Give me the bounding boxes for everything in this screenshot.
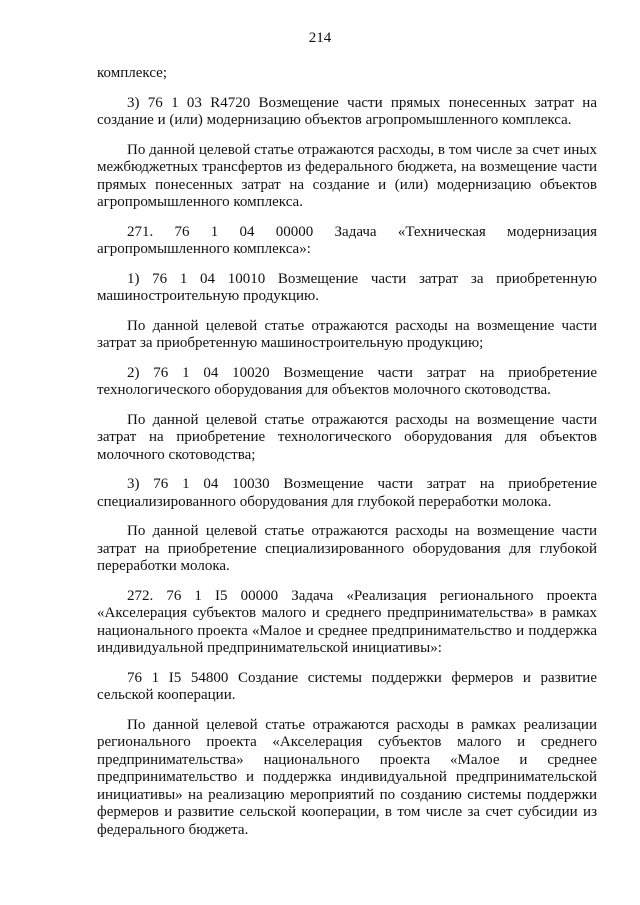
paragraph-item-3-10030: 3) 76 1 04 10030 Возмещение части затрат на приобретение специализированного оборудования для глубокой переработки молока. xyxy=(97,476,597,510)
paragraph-description-10030: По данной целевой статье отражаются расходы на возмещение части затрат на приобретение специализированного оборудования для глубокой переработки молока. xyxy=(97,523,597,574)
paragraph-description-r4720: По данной целевой статье отражаются расходы, в том числе за счет иных межбюджетных трансфертов из федерального бюджета, на возмещение части прямых понесенных затрат на создание и (или) модернизацию объектов агропромышленного комплекса. xyxy=(97,141,597,210)
document-body xyxy=(97,65,597,851)
paragraph-continuation: комплексе; xyxy=(97,65,167,81)
paragraph-item-3-r4720: 3) 76 1 03 R4720 Возмещение части прямых понесенных затрат на создание и (или) модернизацию объектов агропромышленного комплекса. xyxy=(97,94,597,128)
paragraph-item-54800: 76 1 I5 54800 Создание системы поддержки фермеров и развитие сельской кооперации. xyxy=(97,669,597,703)
paragraph-description-10020: По данной целевой статье отражаются расходы на возмещение части затрат на приобретение технологического оборудования для объектов молочного скотоводства; xyxy=(97,411,597,463)
paragraph-task-271: 271. 76 1 04 00000 Задача «Техническая модернизация агропромышленного комплекса»: xyxy=(97,223,597,257)
paragraph-task-272: 272. 76 1 I5 00000 Задача «Реализация регионального проекта «Акселерация субъектов малого и среднего предпринимательства» в рамках национального проекта «Малое и среднее предпринимательство и поддержка индивидуальной предпринимательской инициативы»: xyxy=(97,587,597,656)
paragraph-description-54800: По данной целевой статье отражаются расходы в рамках реализации регионального проекта «Акселерация субъектов малого и среднего предпринимательства» национального проекта «Малое и среднее предпринимательство и поддержка индивидуальной предпринимательской инициативы» на реализацию мероприятий по созданию системы поддержки фермеров и развитие сельской кооперации, в том числе за счет субсидии из федерального бюджета. xyxy=(97,716,597,838)
paragraph-item-1-10010: 1) 76 1 04 10010 Возмещение части затрат за приобретенную машиностроительную продукцию. xyxy=(97,270,597,304)
paragraph-item-2-10020: 2) 76 1 04 10020 Возмещение части затрат на приобретение технологического оборудования для объектов молочного скотоводства. xyxy=(97,364,597,398)
page-number: 214 xyxy=(308,30,332,46)
paragraph-description-10010: По данной целевой статье отражаются расходы на возмещение части затрат за приобретенную машиностроительную продукцию; xyxy=(97,317,597,351)
